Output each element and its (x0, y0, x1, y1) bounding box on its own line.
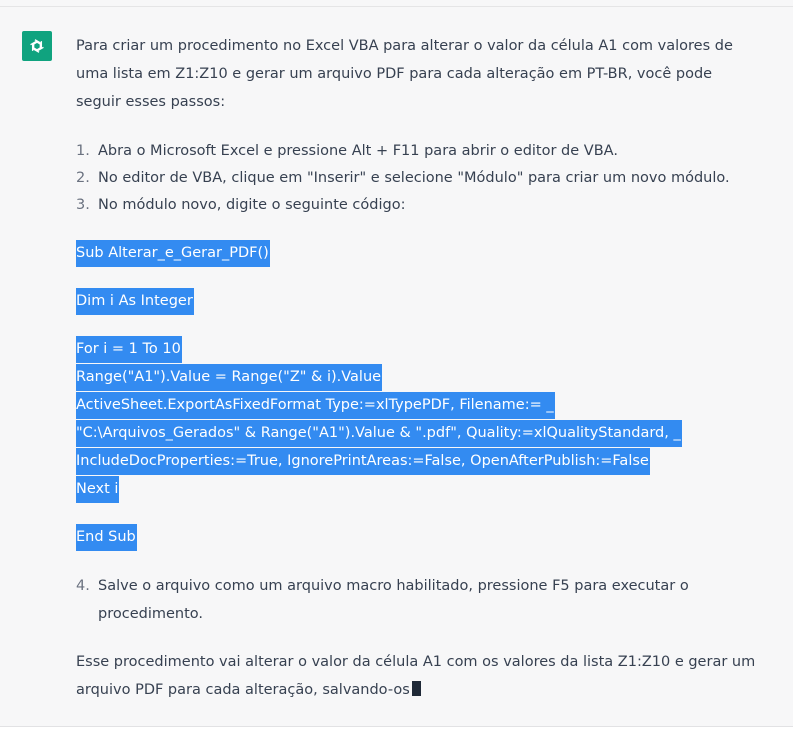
code-line-text[interactable]: For i = 1 To 10 (76, 336, 182, 363)
outro-line-2: arquivo PDF para cada alteração, salvando-os (76, 682, 410, 698)
list-number: 4. (76, 578, 90, 594)
assistant-avatar (22, 31, 52, 61)
message-top-border (0, 6, 793, 7)
code-line[interactable] (76, 240, 270, 267)
list-number: 3. (76, 197, 90, 213)
code-line-text[interactable]: Range("A1").Value = Range("Z" & i).Value (76, 364, 382, 391)
code-line[interactable] (76, 420, 682, 447)
code-line[interactable] (76, 288, 194, 315)
list-number: 1. (76, 143, 90, 159)
outro-line-1: Esse procedimento vai alterar o valor da célula A1 com os valores da lista Z1:Z10 e gerar um (76, 654, 756, 670)
next-message-area (0, 727, 793, 737)
outro-line-2-wrapper (76, 676, 776, 704)
code-line[interactable] (76, 392, 555, 419)
intro-line-2: uma lista em Z1:Z10 e gerar um arquivo PDF para cada alteração em PT-BR, você pode (76, 66, 713, 82)
code-line-text[interactable]: End Sub (76, 524, 137, 551)
list-text: No editor de VBA, clique em "Inserir" e selecione "Módulo" para criar um novo módulo. (98, 170, 730, 186)
list-text-line-1: Salve o arquivo como um arquivo macro habilitado, pressione F5 para executar o (98, 578, 689, 594)
code-line-text[interactable]: Sub Alterar_e_Gerar_PDF() (76, 240, 270, 267)
list-text: No módulo novo, digite o seguinte código: (98, 197, 406, 213)
code-line-text[interactable]: Next i (76, 476, 119, 503)
list-number: 2. (76, 170, 90, 186)
code-line[interactable] (76, 336, 182, 363)
list-text: Abra o Microsoft Excel e pressione Alt + F11 para abrir o editor de VBA. (98, 143, 618, 159)
intro-line-3: seguir esses passos: (76, 94, 226, 110)
intro-line-1: Para criar um procedimento no Excel VBA para alterar o valor da célula A1 com valores de (76, 38, 733, 54)
typing-cursor-icon (412, 681, 421, 696)
code-line-text[interactable]: Dim i As Integer (76, 288, 194, 315)
code-line[interactable] (76, 364, 382, 391)
code-line-text[interactable]: "C:\Arquivos_Gerados" & Range("A1").Value & ".pdf", Quality:=xlQualityStandard, _ (76, 420, 682, 447)
openai-logo-icon (27, 36, 47, 56)
code-line[interactable] (76, 448, 650, 475)
code-line-text[interactable]: ActiveSheet.ExportAsFixedFormat Type:=xlTypePDF, Filename:= _ (76, 392, 555, 419)
code-line-text[interactable]: IncludeDocProperties:=True, IgnorePrintAreas:=False, OpenAfterPublish:=False (76, 448, 650, 475)
list-text-line-2: procedimento. (98, 606, 203, 622)
code-line[interactable] (76, 476, 119, 503)
code-line[interactable] (76, 524, 137, 551)
